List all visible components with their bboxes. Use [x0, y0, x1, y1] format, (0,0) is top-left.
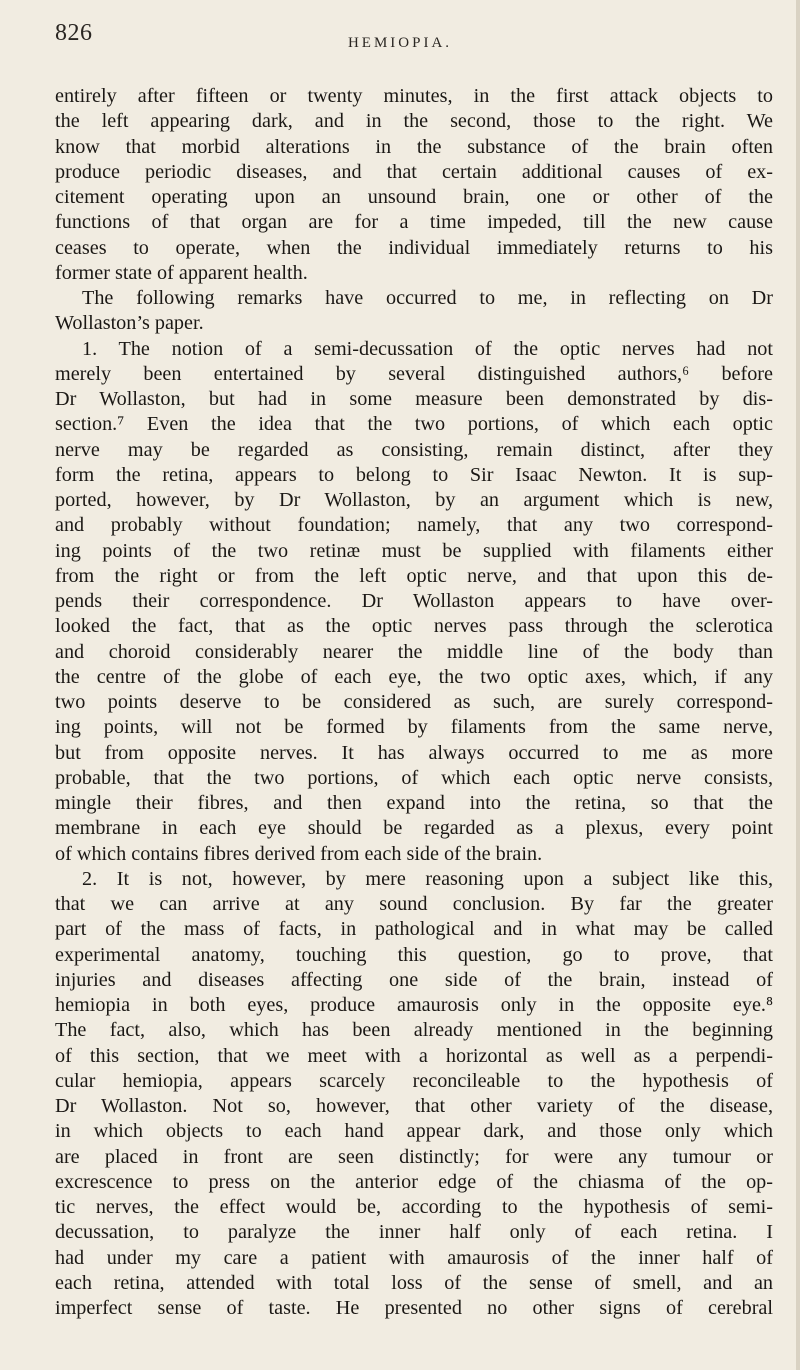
text-line: excrescence to press on the anterior edge of the chiasma of the op- — [55, 1170, 773, 1193]
text-line: tic nerves, the effect would be, according to the hypothesis of semi- — [55, 1196, 773, 1218]
text-line: and probably without foundation; namely, that any two correspond- — [55, 514, 773, 537]
text-line: ported, however, by Dr Wollaston, by an argument which is new, — [55, 489, 773, 511]
running-head: HEMIOPIA. — [347, 35, 453, 51]
page-edge-shadow — [796, 0, 800, 1370]
text-line: ceases to operate, when the individual immediately returns to his — [55, 236, 773, 259]
text-line: are placed in front are seen distinctly; for were any tumour or — [55, 1145, 773, 1168]
text-line: each retina, attended with total loss of the sense of smell, and an — [55, 1271, 773, 1294]
body-text — [55, 84, 773, 1321]
text-line: the left appearing dark, and in the second, those to the right. We — [55, 110, 773, 133]
text-line: produce periodic diseases, and that certain additional causes of ex- — [55, 160, 773, 183]
text-line: Wollaston’s paper. — [55, 312, 204, 335]
text-line: of this section, that we meet with a horizontal as well as a perpendi- — [55, 1044, 773, 1067]
text-line: The fact, also, which has been already mentioned in the beginning — [55, 1019, 773, 1042]
text-line: pends their correspondence. Dr Wollaston appears to have over- — [55, 590, 773, 612]
text-line: in which objects to each hand appear dark, and those only which — [55, 1120, 773, 1143]
text-line: entirely after fifteen or twenty minutes, in the first attack objects to — [55, 85, 773, 107]
text-line: and choroid considerably nearer the middle line of the body than — [55, 640, 773, 663]
text-line: cular hemiopia, appears scarcely reconcileable to the hypothesis of — [55, 1069, 773, 1092]
text-line: ing points of the two retinæ must be supplied with filaments either — [55, 539, 773, 562]
page-number: 826 — [55, 20, 93, 46]
text-line: the centre of the globe of each eye, the two optic axes, which, if any — [55, 665, 773, 688]
text-line: membrane in each eye should be regarded as a plexus, every point — [55, 817, 773, 840]
text-line: had under my care a patient with amaurosis of the inner half of — [55, 1246, 773, 1269]
text-line: former state of apparent health. — [55, 261, 308, 284]
text-line: looked the fact, that as the optic nerves pass through the sclerotica — [55, 615, 773, 638]
text-line: citement operating upon an unsound brain, one or other of the — [55, 186, 773, 208]
text-line: probable, that the two portions, of which each optic nerve consists, — [55, 766, 773, 789]
text-line: imperfect sense of taste. He presented no other signs of cerebral — [55, 1297, 773, 1319]
text-line: from the right or from the left optic nerve, and that upon this de- — [55, 564, 773, 587]
text-line: of which contains fibres derived from each side of the brain. — [55, 842, 543, 865]
text-line: Dr Wollaston. Not so, however, that other variety of the disease, — [55, 1095, 773, 1117]
text-line: know that morbid alterations in the substance of the brain often — [55, 135, 773, 158]
text-line: ing points, will not be formed by filaments from the same nerve, — [55, 716, 773, 739]
text-line: experimental anatomy, touching this question, go to prove, that — [55, 943, 773, 966]
text-line: Dr Wollaston, but had in some measure been demonstrated by dis- — [55, 388, 773, 410]
text-line: that we can arrive at any sound conclusion. By far the greater — [55, 893, 773, 915]
text-line: nerve may be regarded as consisting, remain distinct, after they — [55, 438, 773, 461]
text-line: part of the mass of facts, in pathological and in what may be called — [55, 918, 773, 941]
text-line: merely been entertained by several distinguished authors,⁶ before — [55, 362, 773, 385]
text-line: form the retina, appears to belong to Sir Isaac Newton. It is sup- — [55, 463, 773, 486]
text-line: section.⁷ Even the idea that the two portions, of which each optic — [55, 413, 773, 436]
text-line: mingle their fibres, and then expand into the retina, so that the — [55, 792, 773, 814]
text-line: The following remarks have occurred to me, in reflecting on Dr — [82, 287, 773, 309]
text-line: decussation, to paralyze the inner half only of each retina. I — [55, 1221, 773, 1244]
text-line: injuries and diseases affecting one side of the brain, instead of — [55, 968, 773, 991]
text-line: 1. The notion of a semi-decussation of the optic nerves had not — [82, 337, 773, 360]
text-line: but from opposite nerves. It has always occurred to me as more — [55, 741, 773, 764]
text-line: two points deserve to be considered as such, are surely correspond- — [55, 691, 773, 713]
text-line: 2. It is not, however, by mere reasoning upon a subject like this, — [82, 867, 773, 890]
text-line: hemiopia in both eyes, produce amaurosis only in the opposite eye.⁸ — [55, 994, 773, 1016]
text-line: functions of that organ are for a time impeded, till the new cause — [55, 211, 773, 234]
